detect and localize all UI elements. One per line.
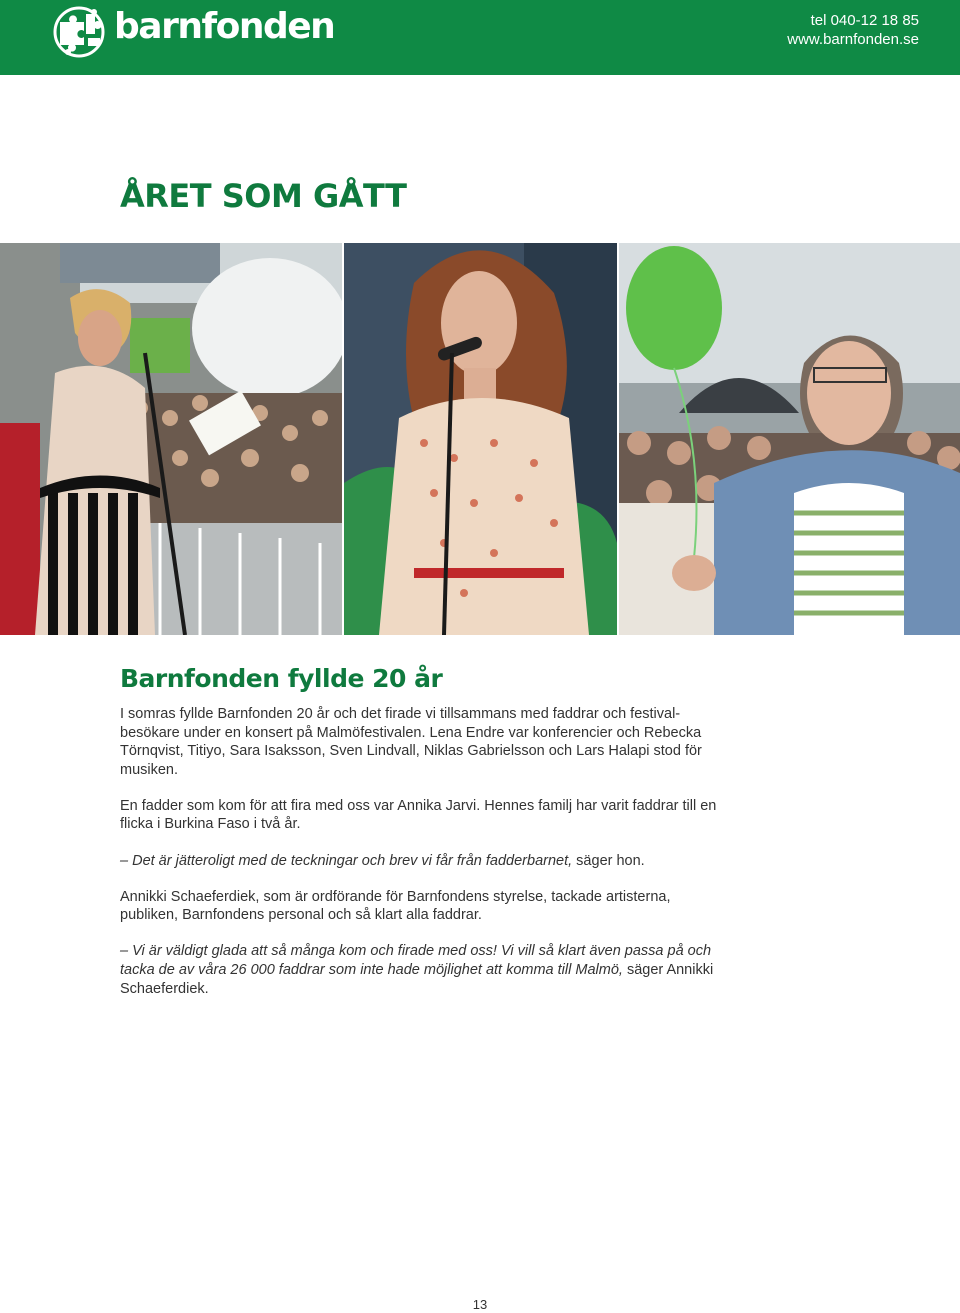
photo-sponsor-with-balloon xyxy=(619,243,960,635)
quote-attribution: säger hon. xyxy=(572,852,645,869)
website-url: www.barnfonden.se xyxy=(787,31,919,48)
brand-name: barnfonden xyxy=(114,6,335,47)
paragraph-festival: I somras fyllde Barnfonden 20 år och det firade vi tillsammans med faddrar och festival-besökare under en konsert på Malmöfestivalen. Lena Endre var konferencier och Rebecka Törnqvist, Titiyo, Sara Isaksson, Sven Lindvall, Niklas Gabrielsson och Lars Halapi stod för musiken. xyxy=(120,706,702,778)
quote-text: – Det är jätteroligt med de teckningar och brev vi får från fadderbarnet, xyxy=(120,852,573,869)
paragraph-chair: Annikki Schaeferdiek, som är ordförande för Barnfondens styrelse, tackade artisterna, publiken, Barnfondens personal och så klart alla faddrar. xyxy=(120,888,671,924)
page-header xyxy=(0,0,960,75)
contact-info xyxy=(787,11,919,49)
page-number: 13 xyxy=(472,1297,488,1312)
section-title: ÅRET SOM GÅTT xyxy=(120,177,407,215)
quote-text: – Vi är väldigt glada att så många kom och firade med oss! Vi vill så klart även passa på och tacka de av våra 26 000 faddrar som inte hade möjlighet att komma till Malmö, xyxy=(120,943,712,978)
paragraph-sponsor: En fadder som kom för att fira med oss var Annika Jarvi. Hennes familj har varit faddrar till en flicka i Burkina Faso i två år. xyxy=(120,797,717,833)
photo-singer xyxy=(344,243,617,635)
phone-number: tel 040-12 18 85 xyxy=(810,12,919,29)
article-title: Barnfonden fyllde 20 år xyxy=(120,664,443,693)
paragraph-sponsor-quote xyxy=(120,852,730,871)
photo-host-reading xyxy=(0,243,342,635)
article-body xyxy=(120,705,730,1016)
quote-attribution: säger Annikki Schaeferdiek. xyxy=(120,961,714,997)
puzzle-globe-logo-icon xyxy=(48,4,110,58)
paragraph-chair-quote xyxy=(120,942,730,998)
